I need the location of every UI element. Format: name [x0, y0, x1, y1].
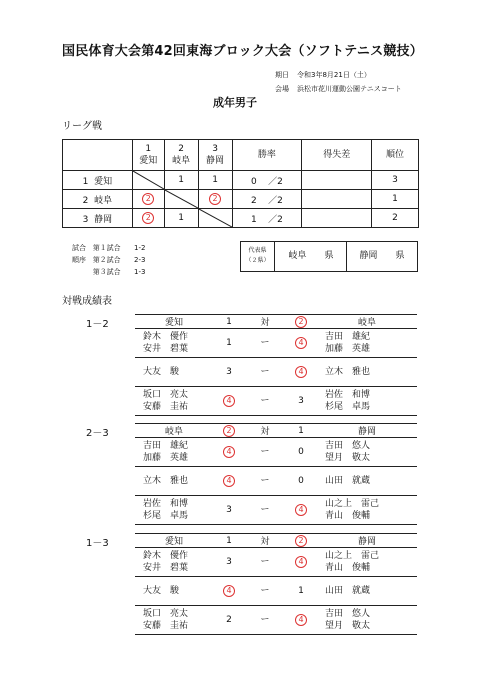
- representative-pref-1: 岐阜 県: [276, 242, 347, 271]
- game-row: [135, 496, 417, 525]
- match-label: 1－2: [86, 319, 109, 330]
- left-players: 大友 駿: [135, 577, 213, 606]
- left-games: 3: [213, 496, 245, 525]
- left-games: 4: [213, 387, 245, 416]
- note-label: 試合: [72, 244, 86, 252]
- game-row: [135, 577, 417, 606]
- left-games: 3: [213, 548, 245, 577]
- league-col-rank: 順位: [372, 140, 419, 171]
- right-players: 吉田 悠人 望月 敬太: [317, 438, 417, 467]
- score-cell: [132, 190, 164, 209]
- team-left: 愛知: [135, 315, 213, 329]
- rank-cell: 2: [372, 209, 419, 228]
- match-header-row: [135, 534, 417, 548]
- score-cell: 1: [198, 171, 232, 190]
- self-cell: [164, 190, 198, 209]
- left-players: 大友 駿: [135, 358, 213, 387]
- team-right-score: 1: [285, 424, 317, 438]
- right-players: 山之上 雷己 青山 俊輔: [317, 548, 417, 577]
- right-games: 0: [285, 467, 317, 496]
- left-players: 岩佐 和博 杉尾 卓馬: [135, 496, 213, 525]
- dash: ー: [245, 438, 285, 467]
- league-col-shizuoka: 3 静岡: [198, 140, 232, 171]
- team-left: 岐阜: [135, 424, 213, 438]
- match-label: 1－3: [86, 538, 109, 549]
- left-players: 坂口 亮太 安藤 圭祐: [135, 387, 213, 416]
- match-label: 2－3: [86, 428, 109, 439]
- score-cell: [132, 209, 164, 228]
- self-cell: [198, 209, 232, 228]
- game-row: [135, 438, 417, 467]
- category-title: 成年男子: [213, 96, 257, 109]
- league-header-row: [63, 140, 419, 171]
- right-games: 4: [285, 496, 317, 525]
- win-mark: 2: [209, 193, 221, 205]
- league-row: [63, 171, 419, 190]
- left-games: 4: [213, 577, 245, 606]
- page-title: 国民体育大会第42回東海ブロック大会（ソフトテニス競技）: [62, 44, 423, 59]
- right-players: 山之上 雷己 青山 俊輔: [317, 496, 417, 525]
- vs-label: 対: [245, 534, 285, 548]
- game-row: [135, 358, 417, 387]
- team-right: 静岡: [317, 534, 417, 548]
- right-players: 立木 雅也: [317, 358, 417, 387]
- team-cell: 2 岐阜: [63, 190, 133, 209]
- dash: ー: [245, 467, 285, 496]
- win-mark: 2: [142, 212, 154, 224]
- dash: ー: [245, 387, 285, 416]
- team-cell: 3 静岡: [63, 209, 133, 228]
- rate-cell: 1 ／2: [232, 209, 302, 228]
- team-left: 愛知: [135, 534, 213, 548]
- left-games: 4: [213, 438, 245, 467]
- rank-cell: 1: [372, 190, 419, 209]
- score-cell: [198, 190, 232, 209]
- rate-cell: 2 ／2: [232, 190, 302, 209]
- vs-label: 対: [245, 315, 285, 329]
- right-players: 吉田 悠人 望月 敬太: [317, 606, 417, 635]
- left-players: 坂口 亮太 安藤 圭祐: [135, 606, 213, 635]
- dash: ー: [245, 358, 285, 387]
- venue-value: 浜松市花川運動公園テニスコート: [297, 85, 402, 93]
- dash: ー: [245, 577, 285, 606]
- game-row: [135, 467, 417, 496]
- match-header-row: [135, 424, 417, 438]
- right-games: 4: [285, 358, 317, 387]
- date-value: 令和3年8月21日（土）: [297, 71, 371, 79]
- league-col-gifu: 2 岐阜: [164, 140, 198, 171]
- venue-label: 会場: [275, 85, 289, 93]
- right-games: 3: [285, 387, 317, 416]
- right-games: 1: [285, 577, 317, 606]
- score-cell: 1: [164, 209, 198, 228]
- left-games: 3: [213, 358, 245, 387]
- team-cell: 1 愛知: [63, 171, 133, 190]
- representative-label: 代表県 （２県）: [241, 242, 275, 271]
- left-games: 2: [213, 606, 245, 635]
- date-label: 期日: [275, 71, 289, 79]
- league-row: [63, 190, 419, 209]
- right-games: 4: [285, 329, 317, 358]
- left-games: 1: [213, 329, 245, 358]
- league-heading: リーグ戦: [62, 121, 102, 132]
- game-row: [135, 548, 417, 577]
- diff-cell: [302, 171, 372, 190]
- results-heading: 対戦成績表: [62, 296, 112, 307]
- team-right-score: 2: [285, 534, 317, 548]
- rate-cell: 0 ／2: [232, 171, 302, 190]
- right-players: 岩佐 和博 杉尾 卓馬: [317, 387, 417, 416]
- league-table: [62, 139, 419, 228]
- game-row: [135, 606, 417, 635]
- self-cell: [132, 171, 164, 190]
- right-games: 0: [285, 438, 317, 467]
- match-order-notes: 試合 第１試合 1-2 順序 第２試合 2-3 第３試合 1-3: [72, 244, 146, 276]
- league-corner-cell: [63, 140, 133, 171]
- league-col-diff: 得失差: [302, 140, 372, 171]
- win-mark: 2: [142, 193, 154, 205]
- score-cell: 1: [164, 171, 198, 190]
- match-table: [135, 423, 417, 525]
- diff-cell: [302, 190, 372, 209]
- right-players: 山田 就蔵: [317, 577, 417, 606]
- team-right: 岐阜: [317, 315, 417, 329]
- game-row: [135, 387, 417, 416]
- match-header-row: [135, 315, 417, 329]
- dash: ー: [245, 329, 285, 358]
- team-right: 静岡: [317, 424, 417, 438]
- dash: ー: [245, 606, 285, 635]
- left-games: 4: [213, 467, 245, 496]
- league-row: [63, 209, 419, 228]
- league-col-rate: 勝率: [232, 140, 302, 171]
- representative-box: [240, 241, 418, 272]
- right-players: 吉田 雄紀 加藤 英雄: [317, 329, 417, 358]
- left-players: 鈴木 優作 安井 碧葉: [135, 548, 213, 577]
- league-col-aichi: 1 愛知: [132, 140, 164, 171]
- right-games: 4: [285, 606, 317, 635]
- team-left-score: 1: [213, 534, 245, 548]
- left-players: 鈴木 優作 安井 碧葉: [135, 329, 213, 358]
- rank-cell: 3: [372, 171, 419, 190]
- team-left-score: 1: [213, 315, 245, 329]
- dash: ー: [245, 548, 285, 577]
- dash: ー: [245, 496, 285, 525]
- diff-cell: [302, 209, 372, 228]
- match-table: [135, 533, 417, 635]
- note-label: 順序: [72, 256, 86, 264]
- vs-label: 対: [245, 424, 285, 438]
- match-table: [135, 314, 417, 416]
- left-players: 立木 雅也: [135, 467, 213, 496]
- representative-pref-2: 静岡 県: [359, 251, 405, 261]
- right-players: 山田 就蔵: [317, 467, 417, 496]
- game-row: [135, 329, 417, 358]
- team-left-score: 2: [213, 424, 245, 438]
- right-games: 4: [285, 548, 317, 577]
- team-right-score: 2: [285, 315, 317, 329]
- left-players: 吉田 雄紀 加藤 英雄: [135, 438, 213, 467]
